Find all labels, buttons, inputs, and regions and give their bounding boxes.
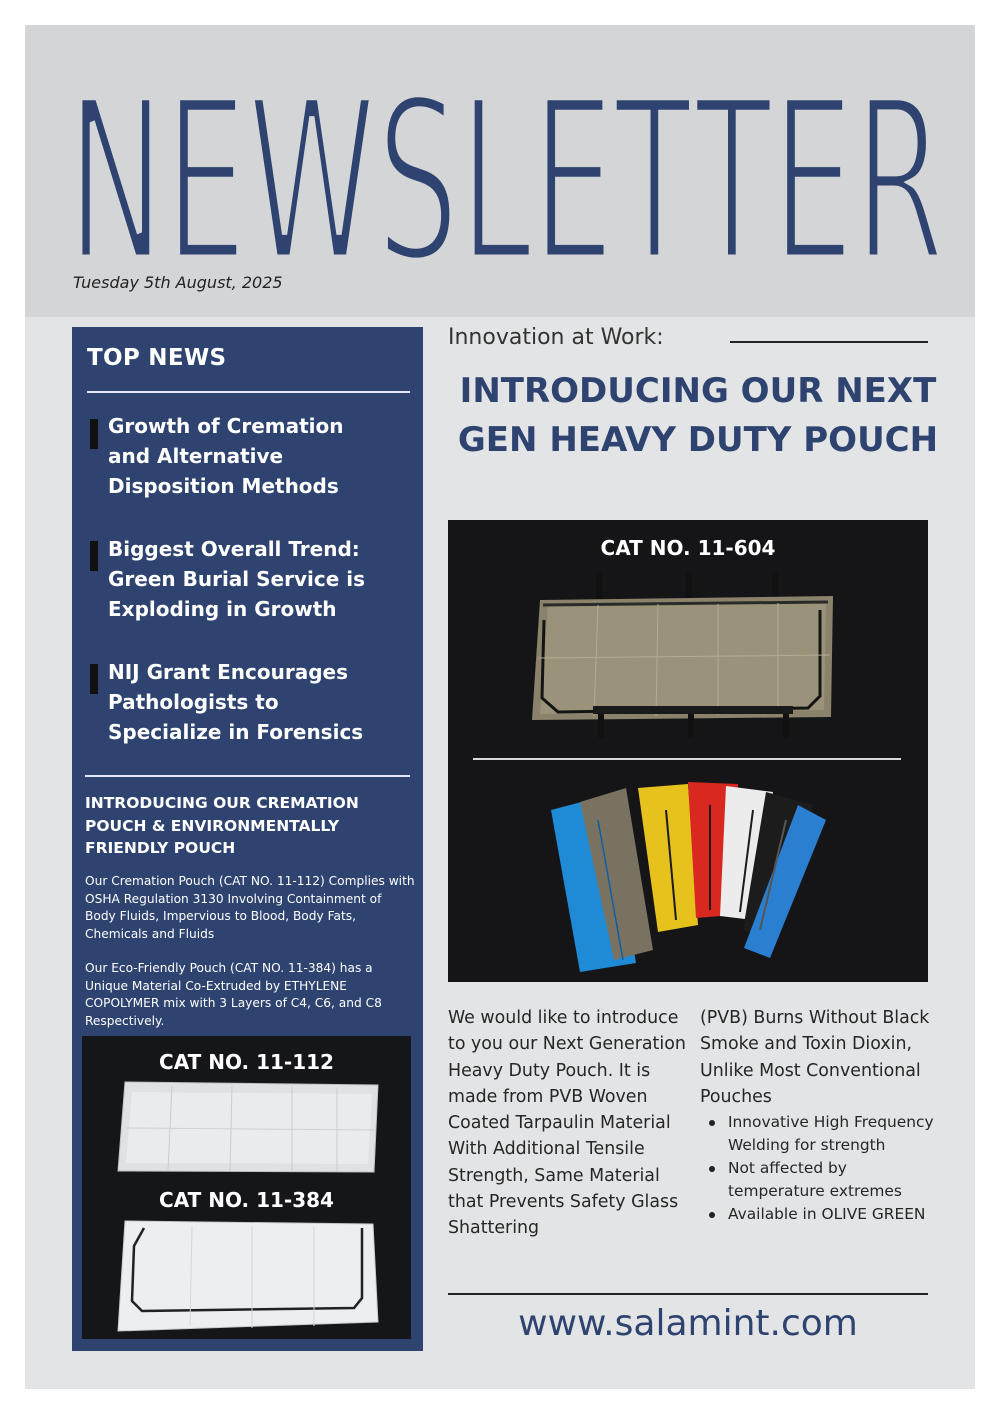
feature-bullet-list [705,1111,940,1227]
masthead [25,25,975,317]
news-item-nij-grant[interactable]: NIJ Grant Encourages Pathologists to Specialize in Forensics [108,660,364,744]
kicker-rule [730,341,928,343]
newsletter-title [67,63,947,268]
issue-date: Tuesday 5th August, 2025 [73,273,283,292]
feature-body-col2: (PVB) Burns Without Black Smoke and Toxin Dioxin, Unlike Most Conventional Pouches [700,1008,930,1107]
news-item-green-burial[interactable]: Biggest Overall Trend: Green Burial Service is Exploding in Growth [108,537,365,621]
eco-pouch-paragraph: Our Eco-Friendly Pouch (CAT NO. 11-384) has a Unique Material Co-Extruded by ETHYLENE COPOLYMER mix with 3 Layers of C4, C6, and C8 Respectively. [85,961,382,1028]
top-news-heading: TOP NEWS [87,345,227,371]
bullet-item: Not affected by temperature extremes [705,1157,940,1202]
feature-headline: INTRODUCING OUR NEXT GEN HEAVY DUTY POUCH [457,371,939,460]
feature-body-col1: We would like to introduce to you our Next Generation Heavy Duty Pouch. It is made from PVB Woven Coated Tarpaulin Material With Additional Tensile Strength, Same Material that Prevents Safety Glass Shattering [448,1008,686,1239]
cremation-pouch-paragraph: Our Cremation Pouch (CAT NO. 11-112) Complies with OSHA Regulation 3130 Involving Containment of Body Fluids, Impervious to Blood, Body Fats, Chemicals and Fluids [85,874,415,941]
cat-label-11-384: CAT NO. 11-384 [159,1188,334,1212]
footer-rule [448,1293,928,1295]
top-news-divider [87,391,410,393]
news-item-marker [90,419,98,449]
top-news-panel [72,327,423,1351]
pouch-illustrations [448,520,928,982]
website-link[interactable]: www.salamint.com [518,1303,858,1344]
bullet-item: Available in OLIVE GREEN [705,1203,940,1226]
cat-label-11-604: CAT NO. 11-604 [600,536,776,560]
cremation-pouch-photo [82,1036,411,1339]
cremation-section-heading: INTRODUCING OUR CREMATION POUCH & ENVIRONMENTALLY FRIENDLY POUCH [85,794,359,857]
news-item-marker [90,664,98,694]
heavy-duty-pouch-photo [448,520,928,982]
news-item-marker [90,541,98,571]
title-text: NEWSLETTER [67,63,945,268]
cat-label-11-112: CAT NO. 11-112 [159,1050,334,1074]
bullet-item: Innovative High Frequency Welding for strength [705,1111,940,1156]
section-divider [85,775,410,777]
news-item-cremation[interactable]: Growth of Cremation and Alternative Disposition Methods [108,414,344,498]
feature-kicker: Innovation at Work: [448,325,664,350]
newsletter-page [25,25,975,1389]
